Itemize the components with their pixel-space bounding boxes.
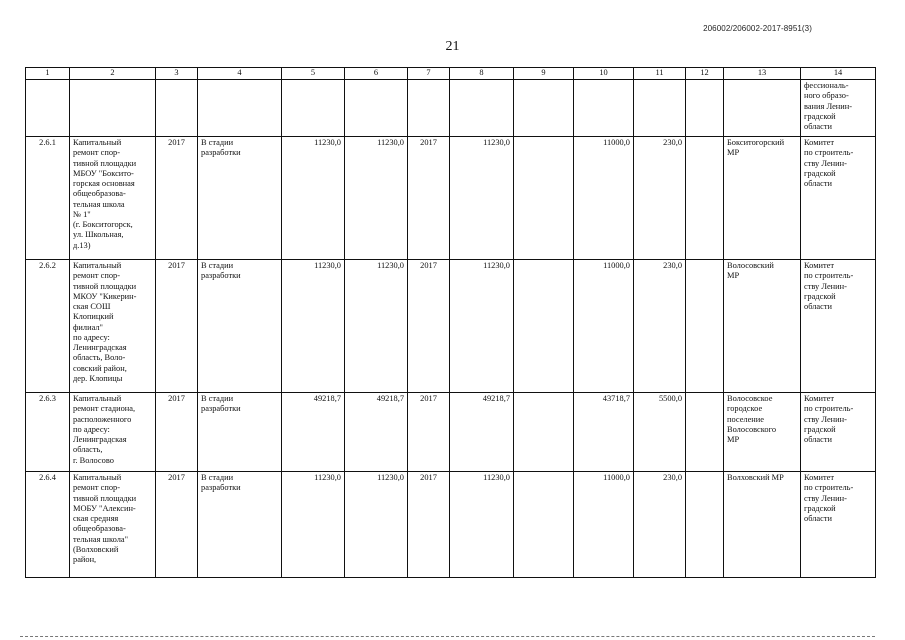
column-header: 14: [801, 68, 876, 80]
table-cell: [686, 80, 724, 137]
value-cell: 11230,0: [345, 260, 408, 393]
continuation-row: [26, 80, 876, 137]
stage-cell: В стадии разработки: [198, 260, 282, 393]
table-row: [26, 393, 876, 472]
municipality-cell: Бокситогорский МР: [724, 137, 801, 260]
table-cell: [574, 80, 634, 137]
year-cell: 2017: [408, 260, 450, 393]
table-cell: [724, 80, 801, 137]
value-cell: [686, 393, 724, 472]
value-cell: 49218,7: [345, 393, 408, 472]
table-cell: [408, 80, 450, 137]
value-cell: 5500,0: [634, 393, 686, 472]
value-cell: 230,0: [634, 260, 686, 393]
value-cell: 11230,0: [450, 260, 514, 393]
column-header: 13: [724, 68, 801, 80]
responsible-cell: Комитет по строитель- ству Ленин- градской области: [801, 393, 876, 472]
column-header: 2: [70, 68, 156, 80]
column-header: 12: [686, 68, 724, 80]
table-cell: [26, 80, 70, 137]
value-cell: 11000,0: [574, 137, 634, 260]
object-name: Капитальный ремонт спор- тивной площадки МОБУ "Алексин- ская средняя общеобразова- тельная школа" (Волховский район,: [70, 472, 156, 578]
column-header: 5: [282, 68, 345, 80]
value-cell: [686, 260, 724, 393]
responsible-cell: Комитет по строитель- ству Ленин- градской области: [801, 137, 876, 260]
object-name: Капитальный ремонт спор- тивной площадки МКОУ "Кикерин- ская СОШ Клопицкий филиал" по адресу: Ленинградская область, Воло- совский район, дер. Клопицы: [70, 260, 156, 393]
table-row: [26, 472, 876, 578]
column-number-row: [26, 68, 876, 80]
responsible-cell: фессиональ- ного образо- вания Ленин- градской области: [801, 80, 876, 137]
value-cell: [514, 260, 574, 393]
table-cell: [345, 80, 408, 137]
column-header: 1: [26, 68, 70, 80]
column-header: 3: [156, 68, 198, 80]
value-cell: 11230,0: [450, 137, 514, 260]
value-cell: [686, 472, 724, 578]
item-number: 2.6.3: [26, 393, 70, 472]
year-cell: 2017: [156, 472, 198, 578]
year-cell: 2017: [156, 260, 198, 393]
table-cell: [70, 80, 156, 137]
column-header: 4: [198, 68, 282, 80]
column-header: 8: [450, 68, 514, 80]
value-cell: 43718,7: [574, 393, 634, 472]
year-cell: 2017: [408, 393, 450, 472]
data-table: [25, 67, 876, 578]
table-cell: [156, 80, 198, 137]
value-cell: 49218,7: [282, 393, 345, 472]
value-cell: [514, 472, 574, 578]
column-header: 11: [634, 68, 686, 80]
value-cell: 11230,0: [282, 260, 345, 393]
value-cell: 49218,7: [450, 393, 514, 472]
value-cell: [514, 137, 574, 260]
item-number: 2.6.1: [26, 137, 70, 260]
column-header: 7: [408, 68, 450, 80]
year-cell: 2017: [156, 137, 198, 260]
value-cell: 11230,0: [345, 472, 408, 578]
table-cell: [634, 80, 686, 137]
value-cell: 11230,0: [450, 472, 514, 578]
municipality-cell: Волосовское городское поселение Волосовского МР: [724, 393, 801, 472]
responsible-cell: Комитет по строитель- ству Ленин- градской области: [801, 260, 876, 393]
column-header: 6: [345, 68, 408, 80]
value-cell: [686, 137, 724, 260]
table-cell: [450, 80, 514, 137]
value-cell: 11000,0: [574, 260, 634, 393]
item-number: 2.6.2: [26, 260, 70, 393]
municipality-cell: Волосовский МР: [724, 260, 801, 393]
stage-cell: В стадии разработки: [198, 393, 282, 472]
object-name: Капитальный ремонт стадиона, расположенного по адресу: Ленинградская область, г. Волосово: [70, 393, 156, 472]
year-cell: 2017: [408, 472, 450, 578]
value-cell: 11000,0: [574, 472, 634, 578]
object-name: Капитальный ремонт спор- тивной площадки МБОУ "Боксито- горская основная общеобразова- тельная школа № 1" (г. Бокситогорск, ул. Школьная, д.13): [70, 137, 156, 260]
responsible-cell: Комитет по строитель- ству Ленин- градской области: [801, 472, 876, 578]
value-cell: [514, 393, 574, 472]
document-id: 206002/206002-2017-8951(3): [703, 24, 812, 33]
item-number: 2.6.4: [26, 472, 70, 578]
table-cell: [282, 80, 345, 137]
table-row: [26, 260, 876, 393]
year-cell: 2017: [156, 393, 198, 472]
value-cell: 11230,0: [282, 137, 345, 260]
value-cell: 230,0: [634, 137, 686, 260]
column-header: 9: [514, 68, 574, 80]
table-cell: [514, 80, 574, 137]
year-cell: 2017: [408, 137, 450, 260]
municipality-cell: Волховский МР: [724, 472, 801, 578]
column-header: 10: [574, 68, 634, 80]
table-cell: [198, 80, 282, 137]
value-cell: 11230,0: [282, 472, 345, 578]
table-row: [26, 137, 876, 260]
value-cell: 11230,0: [345, 137, 408, 260]
stage-cell: В стадии разработки: [198, 137, 282, 260]
value-cell: 230,0: [634, 472, 686, 578]
stage-cell: В стадии разработки: [198, 472, 282, 578]
scan-edge-line: [20, 636, 875, 637]
page-number: 21: [445, 39, 460, 54]
